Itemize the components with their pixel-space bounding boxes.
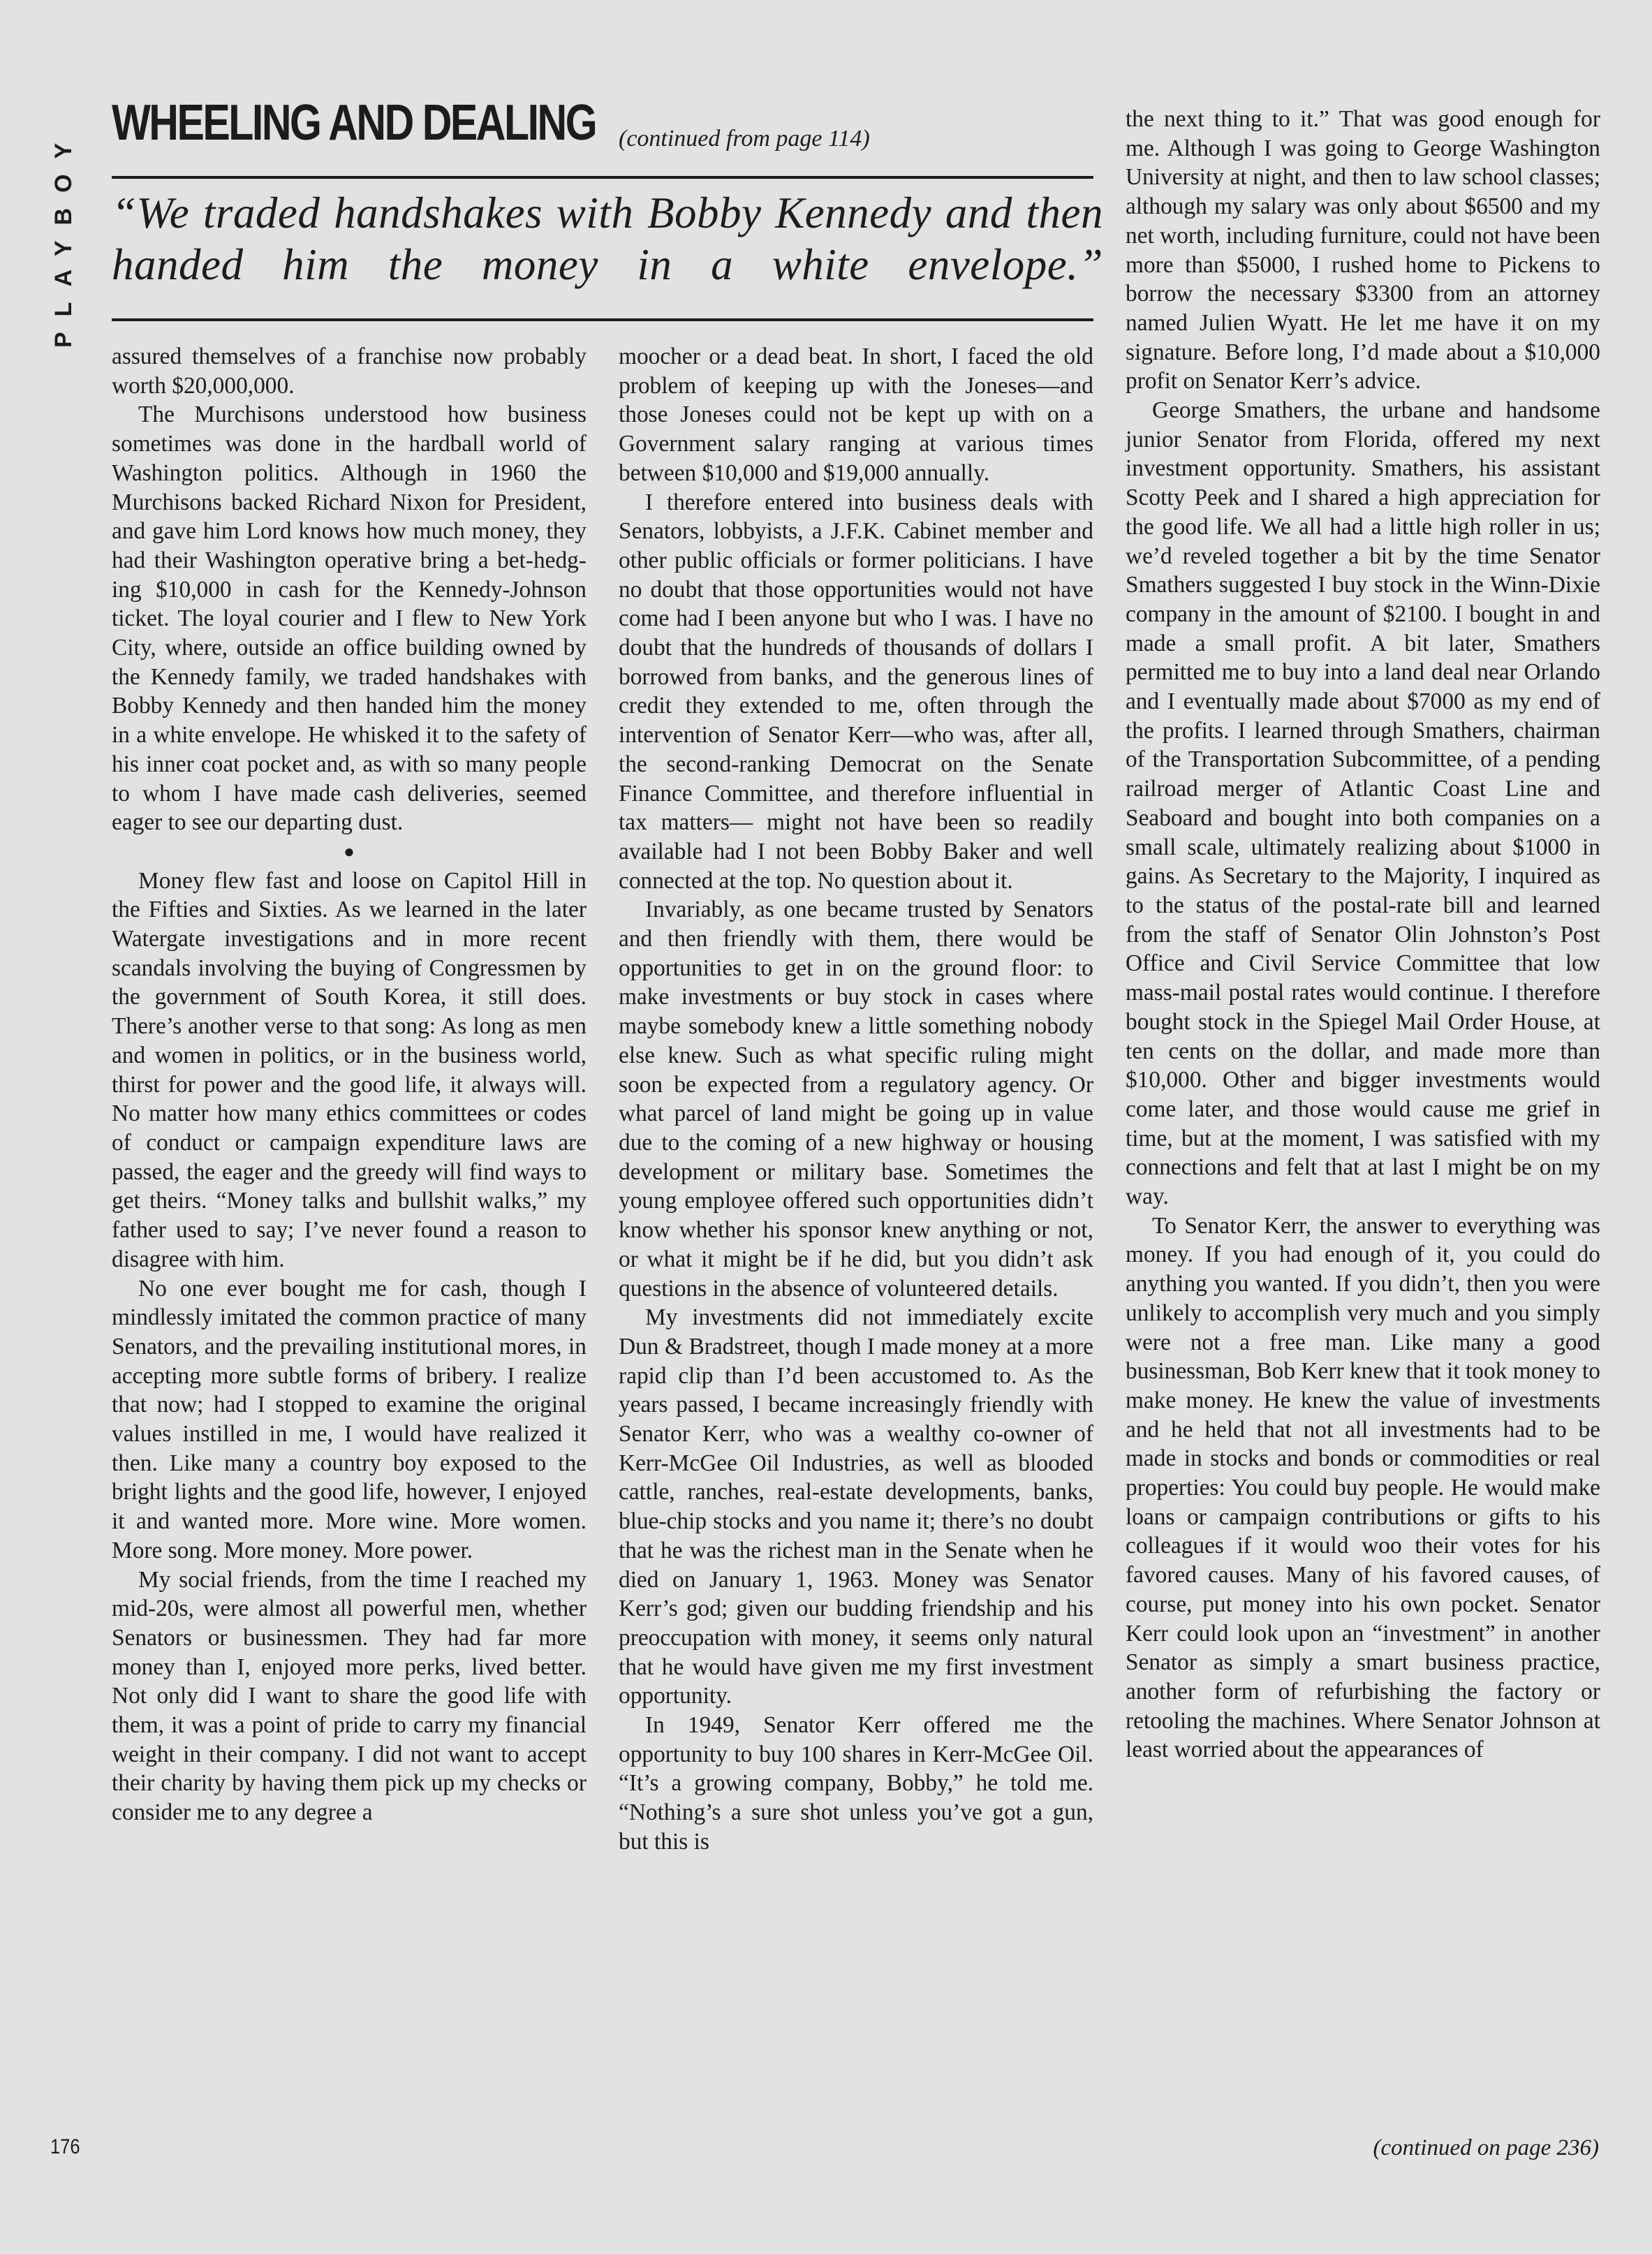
paragraph: Money flew fast and loose on Capitol Hill in the Fifties and Sixties. As we learned in the later Watergate investigations and in more recent scandals involving the buying of Congressmen by the government of South Korea, it still does. There’s another verse to that song: As long as men and women in politics, or in the business world, thirst for power and the good life, it always will. No matter how many ethics committees or codes of conduct or campaign expenditure laws are passed, the eager and the greedy will find ways to get theirs. “Money talks and bullshit walks,” my father used to say; I’ve never found a reason to disagree with him. (112, 867, 587, 1272)
page-number: 176 (50, 2135, 80, 2158)
paragraph: moocher or a dead beat. In short, I faced the old problem of keeping up with the Joneses—and those Joneses could not be kept up with on a Government salary ranging at various times between $10,000 and $19,000 annually. (619, 344, 1093, 486)
paragraph: Invariably, as one became trusted by Senators and then friendly with them, there would be opportunities to get in on the ground floor: to make investments or buy stock in cases where maybe somebody knew a little something nobody else knew. Such as what specific ruling might soon be expected from a regulatory agency. Or what parcel of land might be going up in value due to the coming of a new highway or housing development or military base. Sometimes the young employee offered such opportunities didn’t know whether his sponsor knew anything or not, or what it might be if he did, but you didn’t ask questions in the absence of volunteered details. (619, 897, 1093, 1302)
paragraph: The Murchisons understood how business sometimes was done in the hardball world of Washington politics. Although in 1960 the Murchisons backed Richard Nixon for President, and gave him Lord knows how much money, they had their Washington operative bring a bet-hedging $10,000 in cash for the Kennedy-Johnson ticket. The loyal courier and I flew to New York City, where, outside an office building owned by the Kennedy family, we traded handshakes with Bobby Kennedy and then handed him the money in a white envelope. He whisked it to the safety of his inner coat pocket and, as with so many people to whom I have made cash deliveries, seemed eager to see our departing dust. (112, 402, 587, 836)
paragraph: In 1949, Senator Kerr offered me the opportunity to buy 100 shares in Kerr-McGee Oil. “It’s a growing company, Bobby,” he told me. “Nothing’s a sure shot unless you’ve got a gun, but this is (619, 1712, 1093, 1855)
continued-from-note: (continued from page 114) (619, 126, 870, 152)
paragraph: assured themselves of a franchise now probably worth $20,000,000. (112, 344, 587, 399)
paragraph: My investments did not immediately excite Dun & Bradstreet, though I made money at a more rapid clip than I’d been accustomed to. As the years passed, I became increasingly friendly with Senator Kerr, who was a wealthy co-owner of Kerr-McGee Oil Industries, as well as blooded cattle, ranches, real-estate developments, banks, blue-chip stocks and you name it; there’s no doubt that he was the richest man in the Senate when he died on January 1, 1963. Money was Senator Kerr’s god; given our budding friendship and his preoccupation with money, it seems only natural that he would have given me my first investment opportunity. (619, 1304, 1093, 1709)
paragraph: I therefore entered into business deals with Senators, lobbyists, a J.F.K. Cabinet member and other public officials or former politicians. I have no doubt that those opportunities would not have come had I been anyone but who I was. I have no doubt that the hundreds of thousands of dollars I borrowed from banks, and the generous lines of credit they extended to me, often through the intervention of Senator Kerr—who was, after all, the second-ranking Democrat on the Senate Finance Committee, and therefore influential in tax matters— might not have been so readily available had I not been Bobby Baker and well connected at the top. No question about it. (619, 489, 1093, 894)
paragraph: My social friends, from the time I reached my mid-20s, were almost all powerful men, whether Senators or businessmen. They had far more money than I, enjoyed more perks, lived better. Not only did I want to share the good life with them, it was a point of pride to carry my financial weight in their company. I did not want to accept their charity by having them pick up my checks or consider me to any degree a (112, 1566, 587, 1826)
column-1 (112, 342, 587, 1827)
column-2 (619, 342, 1093, 1857)
pull-quote: “We traded handshakes with Bobby Kennedy and then handed him the money in a white envelope.” (112, 189, 1103, 289)
paragraph: George Smathers, the urbane and handsome junior Senator from Florida, offered my next investment opportunity. Smathers, his assistant Scotty Peek and I shared a high appreciation for the good life. We all had a little high roller in us; we’d reveled together a bit by the time Senator Smathers suggested I buy stock in the Winn-Dixie company in the amount of $2100. I bought in and made a small profit. A bit later, Smathers permitted me to buy into a land deal near Orlando and I eventually made about $7000 as my end of the profits. I learned through Smathers, chairman of the Transportation Subcommittee, of a pending railroad merger of Atlantic Coast Line and Seaboard and bought into both companies on a small scale, ultimately realizing about $1000 in gains. As Secretary to the Majority, I inquired as to the status of the postal-rate bill and learned from the staff of Senator Olin Johnston’s Post Office and Civil Service Committee that low mass-mail postal rates would continue. I therefore bought stock in the Spiegel Mail Order House, at ten cents on the dollar, and made more than $10,000. Other and bigger investments would come later, and those would cause me grief in time, but at the moment, I was satisfied with my connections and felt that at last I might be on my way. (1126, 397, 1600, 1210)
paragraph: No one ever bought me for cash, though I mindlessly imitated the common practice of many Senators, and the prevailing institutional mores, in accepting more subtle forms of bribery. I realize that now; had I stopped to examine the original values instilled in me, I would have realized it then. Like many a country boy exposed to the bright lights and the good life, however, I enjoyed it and wanted more. More wine. More women. More song. More money. More power. (112, 1275, 587, 1563)
paragraph: To Senator Kerr, the answer to everything was money. If you had enough of it, you could do anything you wanted. If you didn’t, then you were unlikely to accomplish very much and you simply were not a free man. Like many a good businessman, Bob Kerr knew that it took money to make money. He knew the value of investments and he held that not all investments had to be made in stocks and bonds or commodities or real properties: You could buy people. He would make loans or campaign contributions or gifts to his colleagues if it would woo their votes for his favored causes. Many of his favored causes, of course, put money into his own pocket. Senator Kerr could look upon an “investment” in another Senator as simply a smart business practice, another form of refurbishing the factory or retooling the machines. Where Senator Johnson at least worried about the appearances of (1126, 1212, 1600, 1763)
top-rule (112, 176, 1093, 179)
continued-on-note: (continued on page 236) (1373, 2135, 1599, 2160)
article-title: WHEELING AND DEALING (112, 95, 596, 151)
section-break-bullet: ● (344, 841, 355, 862)
paragraph: the next thing to it.” That was good enough for me. Although I was going to George Washington University at night, and then to law school classes; although my salary was only about $6500 and my net worth, including furniture, could not have been more than $5000, I rushed home to Pickens to borrow the necessary $3300 from an attorney named Julien Wyatt. He let me have it on my signature. Before long, I’d made about a $10,000 profit on Senator Kerr’s advice. (1126, 106, 1600, 395)
bottom-rule (112, 318, 1093, 321)
magazine-name-sidebar: PLAYBOY (50, 127, 77, 348)
column-3 (1126, 105, 1600, 1765)
